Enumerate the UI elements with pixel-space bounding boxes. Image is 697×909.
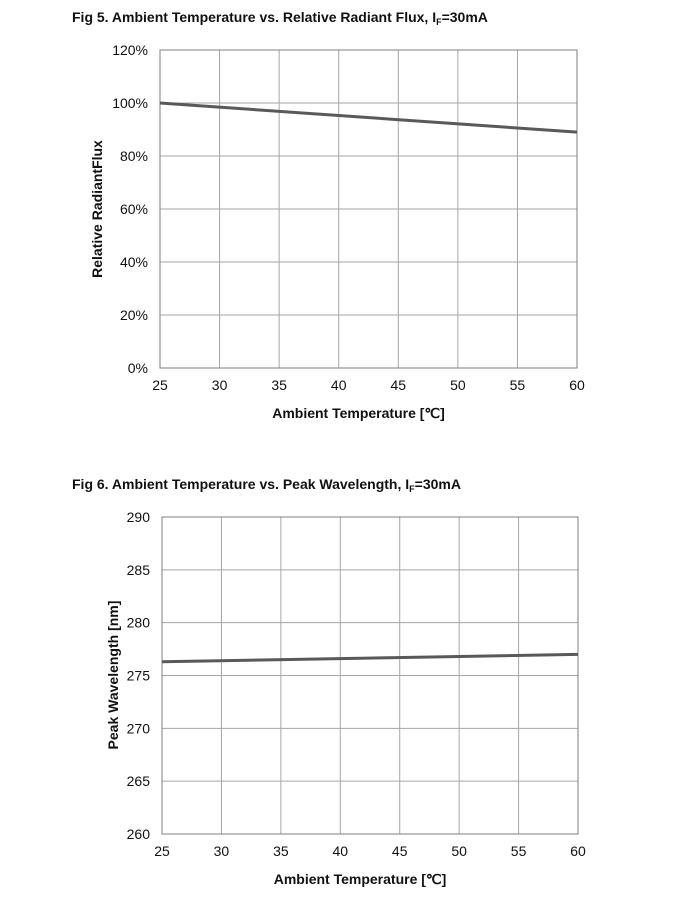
fig6-y-tick-label: 275	[126, 667, 150, 684]
fig6-x-tick-label: 40	[332, 843, 349, 859]
fig5-y-tick-label: 0%	[127, 360, 148, 376]
fig5-y-tick-label: 80%	[119, 148, 148, 164]
fig6-x-tick-label: 60	[570, 843, 586, 859]
fig6-y-tick-label: 290	[126, 509, 150, 525]
fig5-x-tick-label: 50	[450, 377, 466, 393]
fig6-x-tick-label: 25	[154, 843, 170, 859]
fig5-x-axis-label: Ambient Temperature [℃]	[272, 405, 445, 421]
fig6-y-axis-label: Peak Wavelength [nm]	[105, 600, 121, 750]
fig5-y-tick-label: 100%	[112, 95, 148, 111]
fig5-title: Fig 5. Ambient Temperature vs. Relative Radiant Flux, $I_F=30mA$	[72, 9, 488, 27]
fig6-x-tick-label: 55	[510, 843, 527, 859]
fig6-x-tick-label: 50	[451, 843, 467, 859]
fig6-x-tick-label: 45	[391, 843, 408, 859]
fig5-x-tick-label: 30	[211, 377, 228, 393]
fig6-x-axis-label: Ambient Temperature [℃]	[273, 871, 447, 887]
fig5-x-tick-label: 35	[271, 377, 287, 393]
fig6-x-tick-label: 30	[213, 843, 230, 859]
fig5-x-tick-label: 40	[330, 377, 347, 393]
fig6-x-tick-label: 35	[273, 843, 289, 859]
fig5-x-tick-label: 55	[509, 377, 526, 393]
fig6-series-line	[162, 654, 578, 661]
fig6-y-tick-label: 285	[126, 561, 150, 578]
fig6-y-tick-label: 260	[126, 826, 150, 842]
fig6-title: Fig 6. Ambient Temperature vs. Peak Wavelength, $I_F=30mA$	[72, 476, 461, 494]
fig6-y-tick-label: 280	[126, 614, 150, 631]
fig5-x-tick-label: 45	[390, 377, 407, 393]
fig5-y-tick-label: 20%	[119, 307, 148, 323]
fig5-y-axis-label: Relative RadiantFlux	[89, 140, 105, 278]
fig5-x-tick-label: 25	[152, 377, 168, 393]
fig5-y-tick-label: 120%	[112, 42, 148, 58]
fig6-y-tick-label: 265	[126, 773, 150, 790]
fig6-y-tick-label: 270	[126, 720, 150, 737]
fig5-x-tick-label: 60	[569, 377, 585, 393]
fig5-y-tick-label: 40%	[119, 254, 148, 270]
fig5-y-tick-label: 60%	[119, 201, 148, 217]
